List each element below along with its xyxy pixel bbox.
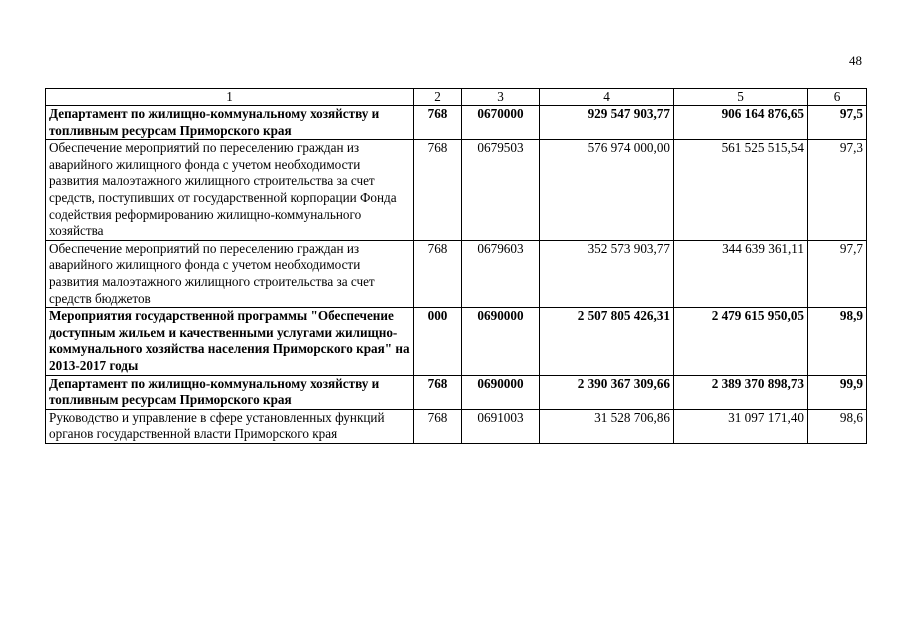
header-cell-4: 4: [540, 89, 674, 106]
header-cell-6: 6: [808, 89, 867, 106]
table-row: [46, 308, 867, 375]
row-code-3: 0690000: [462, 375, 540, 409]
row-value-6: 98,9: [808, 308, 867, 375]
row-name: Обеспечение мероприятий по переселению граждан из аварийного жилищного фонда с учетом необходимости развития малоэтажного жилищного строительства за счет средств, поступивших от государственной корпорации Фонда содействия реформированию жилищно-коммунального хозяйства: [46, 140, 414, 241]
row-value-5: 344 639 361,11: [674, 240, 808, 307]
row-name: Мероприятия государственной программы "Обеспечение доступным жильем и качественными услугами жилищно-коммунального хозяйства населения Приморского края" на 2013-2017 годы: [46, 308, 414, 375]
row-code-2: 000: [414, 308, 462, 375]
row-value-4: 2 507 805 426,31: [540, 308, 674, 375]
row-value-5: 2 479 615 950,05: [674, 308, 808, 375]
table-row: [46, 409, 867, 443]
row-value-4: 2 390 367 309,66: [540, 375, 674, 409]
row-name: Обеспечение мероприятий по переселению граждан из аварийного жилищного фонда с учетом необходимости развития малоэтажного жилищного строительства за счет средств бюджетов: [46, 240, 414, 307]
row-name: Департамент по жилищно-коммунальному хозяйству и топливным ресурсам Приморского края: [46, 106, 414, 140]
header-cell-2: 2: [414, 89, 462, 106]
row-value-5: 31 097 171,40: [674, 409, 808, 443]
row-code-2: 768: [414, 140, 462, 241]
row-value-4: 929 547 903,77: [540, 106, 674, 140]
header-cell-3: 3: [462, 89, 540, 106]
row-name: Руководство и управление в сфере установленных функций органов государственной власти Приморского края: [46, 409, 414, 443]
row-value-6: 98,6: [808, 409, 867, 443]
row-code-2: 768: [414, 106, 462, 140]
row-value-5: 561 525 515,54: [674, 140, 808, 241]
row-value-6: 99,9: [808, 375, 867, 409]
header-cell-1: 1: [46, 89, 414, 106]
row-value-4: 576 974 000,00: [540, 140, 674, 241]
row-value-4: 31 528 706,86: [540, 409, 674, 443]
row-value-6: 97,5: [808, 106, 867, 140]
row-value-5: 906 164 876,65: [674, 106, 808, 140]
row-code-3: 0670000: [462, 106, 540, 140]
row-code-3: 0690000: [462, 308, 540, 375]
row-value-4: 352 573 903,77: [540, 240, 674, 307]
row-name: Департамент по жилищно-коммунальному хозяйству и топливным ресурсам Приморского края: [46, 375, 414, 409]
budget-table: [45, 88, 867, 444]
header-cell-5: 5: [674, 89, 808, 106]
table-row: [46, 375, 867, 409]
row-code-2: 768: [414, 240, 462, 307]
table-row: [46, 106, 867, 140]
row-code-2: 768: [414, 409, 462, 443]
table-row: [46, 140, 867, 241]
table-row: [46, 240, 867, 307]
row-value-5: 2 389 370 898,73: [674, 375, 808, 409]
page-number: 48: [849, 53, 862, 68]
row-value-6: 97,3: [808, 140, 867, 241]
table-header-row: [46, 89, 867, 106]
row-code-2: 768: [414, 375, 462, 409]
row-code-3: 0679503: [462, 140, 540, 241]
row-code-3: 0679603: [462, 240, 540, 307]
row-code-3: 0691003: [462, 409, 540, 443]
row-value-6: 97,7: [808, 240, 867, 307]
